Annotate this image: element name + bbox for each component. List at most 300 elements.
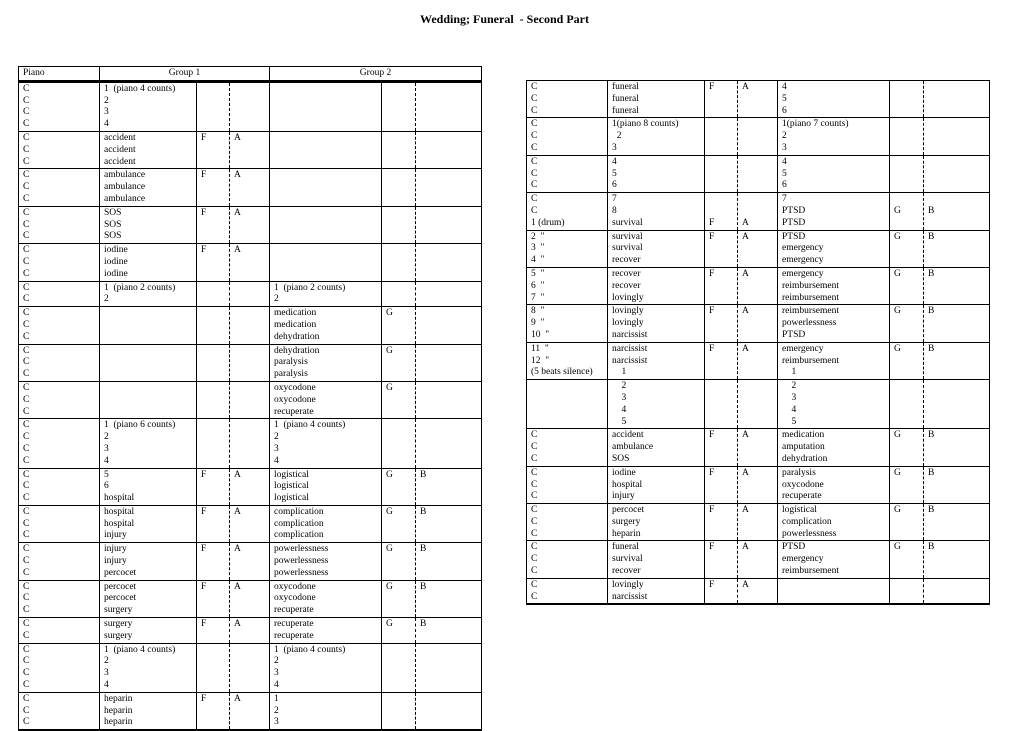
g-marker-cell: [890, 466, 924, 503]
cell-line: powerlessness: [782, 318, 837, 329]
cell-line: percocet: [612, 505, 645, 516]
group-2-cell: [270, 344, 382, 381]
score-row: [19, 244, 482, 281]
cell-line: [386, 170, 411, 182]
group-1-cell: [100, 206, 197, 243]
cell-line: B: [420, 581, 427, 592]
group-2-cell: [270, 468, 382, 505]
cell-line: A: [742, 306, 749, 317]
score-row: [19, 281, 482, 307]
cell-line: 2: [104, 656, 109, 667]
b-marker-cell: [416, 206, 482, 243]
cell-line: C: [23, 245, 30, 256]
b-marker-cell: [924, 466, 990, 503]
cell-line: complication: [274, 518, 324, 529]
cell-line: [420, 645, 477, 657]
cell-line: narcissist: [612, 355, 648, 366]
b-marker-cell: [416, 580, 482, 617]
group-1-cell: [608, 230, 705, 267]
cell-line: [386, 84, 411, 96]
cell-line: C: [531, 479, 538, 490]
group-1-cell: [608, 305, 705, 342]
f-marker-cell: [197, 692, 230, 730]
piano-cell: [527, 578, 608, 604]
b-marker-cell: [416, 81, 482, 131]
cell-line: 4: [104, 455, 109, 466]
cell-line: C: [23, 256, 30, 267]
a-marker-cell: [230, 131, 270, 168]
cell-line: B: [420, 544, 427, 555]
cell-line: G: [894, 205, 901, 216]
cell-line: B: [928, 542, 935, 553]
b-marker-cell: [416, 244, 482, 281]
cell-line: heparin: [104, 705, 133, 716]
group-2-cell: [270, 307, 382, 344]
cell-line: [709, 119, 733, 131]
a-marker-cell: [230, 381, 270, 418]
cell-line: C: [531, 442, 538, 453]
cell-line: [420, 694, 477, 706]
cell-line: [386, 208, 411, 220]
group-1-cell: [608, 193, 705, 230]
cell-line: A: [234, 207, 241, 218]
score-row: [19, 131, 482, 168]
cell-line: reimbursement: [782, 355, 839, 366]
score-row: [527, 230, 990, 267]
cell-line: [386, 694, 411, 706]
cell-line: A: [234, 170, 241, 181]
cell-line: [928, 157, 985, 169]
group-1-cell: [100, 281, 197, 307]
piano-cell: [19, 618, 100, 644]
cell-line: A: [234, 132, 241, 143]
piano-cell: [527, 155, 608, 192]
cell-line: C: [531, 566, 538, 577]
cell-line: A: [742, 268, 749, 279]
b-marker-cell: [416, 381, 482, 418]
cell-line: C: [531, 453, 538, 464]
cell-line: recover: [612, 268, 641, 279]
score-row: [527, 118, 990, 155]
cell-line: A: [742, 467, 749, 478]
b-marker-cell: [416, 281, 482, 307]
group-1-cell: [100, 131, 197, 168]
a-marker-cell: [230, 244, 270, 281]
cell-line: C: [531, 516, 538, 527]
cell-line: C: [23, 567, 30, 578]
cell-line: C: [23, 705, 30, 716]
b-marker-cell: [416, 618, 482, 644]
cell-line: dehydration: [274, 331, 320, 342]
cell-line: G: [386, 308, 393, 319]
cell-line: 1 (piano 4 counts): [104, 83, 176, 94]
cell-line: C: [531, 105, 538, 116]
group-2-cell: [270, 543, 382, 580]
cell-line: 3: [104, 668, 109, 679]
cell-line: [420, 308, 477, 320]
cell-line: B: [928, 505, 935, 516]
g-marker-cell: [382, 543, 416, 580]
cell-line: C: [23, 369, 30, 380]
header-group-2: Group 2: [270, 67, 482, 82]
cell-line: hospital: [104, 518, 135, 529]
cell-line: 2: [104, 294, 109, 305]
g-marker-cell: [382, 643, 416, 692]
cell-line: C: [531, 430, 538, 441]
cell-line: [928, 218, 985, 230]
cell-line: 7 ": [531, 292, 545, 303]
g-marker-cell: [890, 380, 924, 429]
cell-line: G: [894, 467, 901, 478]
cell-line: funeral: [612, 105, 639, 116]
a-marker-cell: [738, 429, 778, 466]
score-row: [19, 692, 482, 730]
cell-line: B: [420, 506, 427, 517]
cell-line: C: [23, 268, 30, 279]
cell-line: 4: [274, 680, 279, 691]
a-marker-cell: [230, 169, 270, 206]
cell-line: C: [23, 294, 30, 305]
a-marker-cell: [738, 267, 778, 304]
f-marker-cell: [197, 206, 230, 243]
b-marker-cell: [924, 230, 990, 267]
cell-line: A: [742, 579, 749, 590]
cell-line: C: [531, 194, 538, 205]
cell-line: 4: [612, 404, 627, 415]
cell-line: G: [894, 343, 901, 354]
cell-line: 3: [274, 443, 279, 454]
cell-line: [420, 208, 477, 220]
cell-line: C: [23, 219, 30, 230]
cell-line: accident: [612, 430, 644, 441]
cell-line: 6: [612, 180, 617, 191]
group-2-cell: [778, 81, 890, 118]
piano-cell: [19, 468, 100, 505]
cell-line: 2: [782, 131, 787, 142]
f-marker-cell: [197, 81, 230, 131]
a-marker-cell: [738, 380, 778, 429]
group-1-cell: [100, 81, 197, 131]
f-marker-cell: [705, 380, 738, 429]
cell-line: F: [709, 268, 715, 279]
cell-line: PTSD: [782, 217, 806, 228]
cell-line: [234, 645, 265, 657]
b-marker-cell: [924, 155, 990, 192]
cell-line: hospital: [612, 479, 643, 490]
piano-cell: [19, 206, 100, 243]
group-1-cell: [100, 580, 197, 617]
cell-line: 2: [274, 705, 279, 716]
piano-cell: [527, 466, 608, 503]
cell-line: F: [201, 469, 207, 480]
b-marker-cell: [924, 267, 990, 304]
a-marker-cell: [230, 692, 270, 730]
b-marker-cell: [924, 305, 990, 342]
group-2-cell: [270, 618, 382, 644]
g-marker-cell: [382, 169, 416, 206]
cell-line: heparin: [104, 693, 133, 704]
piano-cell: [19, 281, 100, 307]
score-table-right-body: [527, 81, 990, 605]
group-1-cell: [100, 468, 197, 505]
cell-line: [234, 84, 265, 96]
piano-cell: [527, 504, 608, 541]
f-marker-cell: [197, 505, 230, 542]
piano-cell: [19, 580, 100, 617]
cell-line: powerlessness: [782, 528, 837, 539]
cell-line: 11 ": [531, 343, 549, 354]
cell-line: B: [420, 469, 427, 480]
cell-line: G: [386, 619, 393, 630]
cell-line: [386, 420, 411, 432]
f-marker-cell: [705, 267, 738, 304]
score-table-left-body: [19, 81, 482, 730]
cell-line: G: [386, 506, 393, 517]
cell-line: F: [201, 619, 207, 630]
cell-line: complication: [274, 530, 324, 541]
cell-line: 3: [104, 443, 109, 454]
cell-line: 6: [104, 481, 109, 492]
cell-line: [201, 283, 225, 295]
piano-cell: [527, 81, 608, 118]
cell-line: 5: [612, 168, 617, 179]
cell-line: [234, 283, 265, 295]
piano-cell: [19, 692, 100, 730]
b-marker-cell: [924, 504, 990, 541]
a-marker-cell: [230, 543, 270, 580]
cell-line: 4: [104, 680, 109, 691]
f-marker-cell: [197, 381, 230, 418]
g-marker-cell: [382, 307, 416, 344]
b-marker-cell: [416, 169, 482, 206]
f-marker-cell: [705, 541, 738, 578]
cell-line: [894, 157, 919, 169]
f-marker-cell: [705, 429, 738, 466]
cell-line: 1: [274, 693, 279, 704]
cell-line: PTSD: [782, 231, 806, 242]
cell-line: F: [709, 82, 715, 92]
cell-line: funeral: [612, 542, 639, 553]
cell-line: oxycodone: [782, 479, 824, 490]
cell-line: C: [23, 170, 30, 181]
g-marker-cell: [382, 580, 416, 617]
cell-line: surgery: [612, 516, 641, 527]
g-marker-cell: [382, 419, 416, 468]
cell-line: 2: [104, 95, 109, 106]
score-row: [19, 169, 482, 206]
score-row: [19, 206, 482, 243]
group-2-cell: [778, 118, 890, 155]
cell-line: G: [894, 231, 901, 242]
cell-line: A: [234, 506, 241, 517]
cell-line: C: [23, 144, 30, 155]
cell-line: C: [531, 505, 538, 516]
cell-line: powerlessness: [274, 544, 329, 555]
g-marker-cell: [890, 504, 924, 541]
cell-line: [420, 283, 477, 295]
f-marker-cell: [197, 281, 230, 307]
group-1-cell: [608, 267, 705, 304]
cell-line: C: [23, 544, 30, 555]
a-marker-cell: [738, 118, 778, 155]
piano-cell: [19, 344, 100, 381]
cell-line: 2: [612, 131, 622, 142]
a-marker-cell: [738, 81, 778, 118]
cell-line: C: [531, 491, 538, 502]
piano-cell: [19, 381, 100, 418]
cell-line: C: [23, 406, 30, 417]
cell-line: 4 ": [531, 255, 545, 266]
cell-line: [894, 381, 919, 393]
group-1-cell: [100, 344, 197, 381]
cell-line: paralysis: [274, 357, 308, 368]
cell-line: A: [234, 245, 241, 256]
cell-line: A: [234, 581, 241, 592]
cell-line: F: [709, 579, 715, 590]
score-row: [527, 342, 990, 379]
a-marker-cell: [738, 305, 778, 342]
cell-line: powerlessness: [274, 556, 329, 567]
cell-line: F: [201, 693, 207, 704]
piano-cell: [19, 419, 100, 468]
cell-line: 4: [782, 82, 787, 92]
group-1-cell: [100, 419, 197, 468]
cell-line: C: [23, 119, 30, 130]
group-1-cell: [100, 543, 197, 580]
cell-line: recuperate: [274, 619, 314, 630]
a-marker-cell: [738, 541, 778, 578]
cell-line: recuperate: [782, 491, 822, 502]
cell-line: C: [23, 95, 30, 106]
cell-line: surgery: [104, 605, 133, 616]
cell-line: injury: [104, 544, 127, 555]
score-row: [527, 541, 990, 578]
a-marker-cell: [738, 466, 778, 503]
f-marker-cell: [705, 578, 738, 604]
score-row: [527, 578, 990, 604]
cell-line: percocet: [104, 581, 137, 592]
cell-line: [234, 420, 265, 432]
cell-line: F: [201, 581, 207, 592]
cell-line: F: [201, 544, 207, 555]
cell-line: ambulance: [104, 182, 146, 193]
a-marker-cell: [230, 81, 270, 131]
cell-line: C: [23, 581, 30, 592]
cell-line: oxycodone: [274, 581, 316, 592]
cell-line: C: [23, 668, 30, 679]
cell-line: C: [23, 357, 30, 368]
piano-cell: [527, 193, 608, 230]
cell-line: recuperate: [274, 406, 314, 417]
group-1-cell: [608, 342, 705, 379]
cell-line: [742, 206, 773, 218]
cell-line: 6: [782, 180, 787, 191]
cell-line: A: [742, 217, 749, 228]
group-2-cell: [778, 267, 890, 304]
cell-line: 3 ": [531, 243, 545, 254]
cell-line: PTSD: [782, 205, 806, 216]
cell-line: F: [201, 132, 207, 143]
group-2-cell: [778, 305, 890, 342]
a-marker-cell: [230, 468, 270, 505]
cell-line: F: [709, 306, 715, 317]
group-1-cell: [100, 643, 197, 692]
cell-line: C: [23, 680, 30, 691]
cell-line: C: [23, 605, 30, 616]
cell-line: 9 ": [531, 318, 545, 329]
cell-line: emergency: [782, 343, 824, 354]
cell-line: A: [742, 430, 749, 441]
cell-line: B: [928, 306, 935, 317]
cell-line: A: [234, 469, 241, 480]
group-1-cell: [100, 307, 197, 344]
g-marker-cell: [890, 267, 924, 304]
cell-line: [234, 308, 265, 320]
piano-cell: [19, 643, 100, 692]
piano-cell: [19, 81, 100, 131]
group-2-cell: [270, 419, 382, 468]
group-1-cell: [608, 380, 705, 429]
cell-line: PTSD: [782, 329, 806, 340]
cell-line: 4: [782, 404, 797, 415]
cell-line: 5: [104, 469, 109, 480]
cell-line: 3: [612, 142, 617, 153]
b-marker-cell: [924, 81, 990, 118]
b-marker-cell: [924, 429, 990, 466]
piano-cell: [527, 305, 608, 342]
cell-line: injury: [104, 556, 127, 567]
cell-line: C: [531, 467, 538, 478]
cell-line: reimbursement: [782, 566, 839, 577]
f-marker-cell: [197, 244, 230, 281]
cell-line: 8 ": [531, 306, 545, 317]
f-marker-cell: [197, 131, 230, 168]
piano-cell: [19, 244, 100, 281]
group-1-cell: [100, 692, 197, 730]
group-2-cell: [778, 342, 890, 379]
group-1-cell: [100, 505, 197, 542]
cell-line: 1(piano 7 counts): [782, 119, 849, 130]
cell-line: injury: [612, 491, 635, 502]
group-2-cell: [778, 155, 890, 192]
cell-line: C: [531, 554, 538, 565]
cell-line: SOS: [104, 231, 122, 242]
g-marker-cell: [382, 381, 416, 418]
b-marker-cell: [924, 380, 990, 429]
cell-line: G: [894, 268, 901, 279]
cell-line: 6: [782, 105, 787, 116]
cell-line: [709, 194, 733, 206]
cell-line: 1 (piano 2 counts): [104, 282, 176, 293]
cell-line: 1 (piano 4 counts): [274, 644, 346, 655]
g-marker-cell: [382, 468, 416, 505]
cell-line: recover: [612, 566, 641, 577]
group-2-cell: [270, 244, 382, 281]
cell-line: 2: [104, 432, 109, 443]
cell-line: C: [23, 420, 30, 431]
cell-line: G: [894, 542, 901, 553]
cell-line: [894, 119, 919, 131]
g-marker-cell: [890, 118, 924, 155]
cell-line: C: [23, 493, 30, 504]
cell-line: B: [928, 343, 935, 354]
cell-line: C: [23, 656, 30, 667]
cell-line: C: [531, 131, 538, 142]
cell-line: reimbursement: [782, 306, 839, 317]
cell-line: 5 ": [531, 268, 545, 279]
cell-line: 5: [782, 416, 797, 427]
cell-line: C: [531, 542, 538, 553]
